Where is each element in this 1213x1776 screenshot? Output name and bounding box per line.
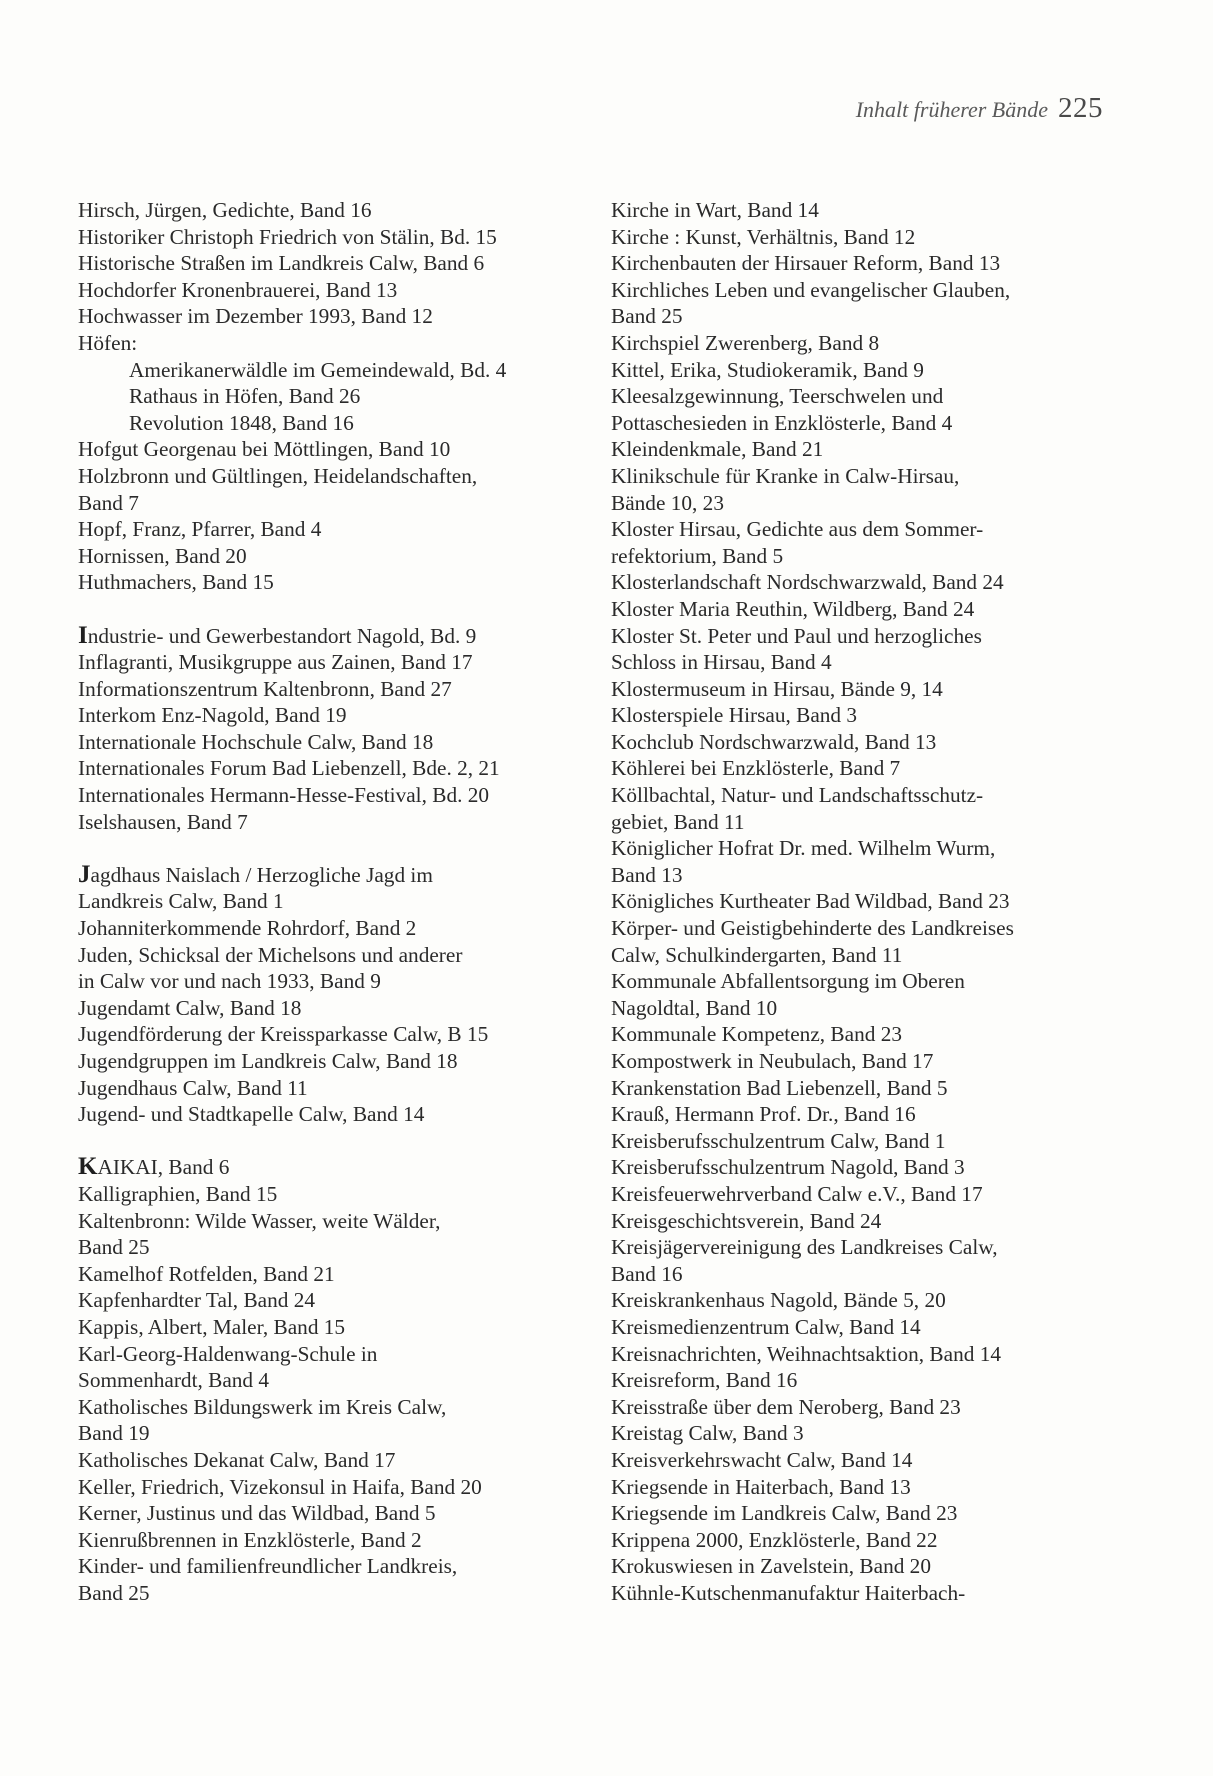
index-entry: Sommenhardt, Band 4 bbox=[78, 1368, 270, 1393]
index-entry: Internationales Forum Bad Liebenzell, Bde. 2, 21 bbox=[78, 756, 500, 781]
index-entry: Kreisnachrichten, Weihnachtsaktion, Band 14 bbox=[611, 1341, 1001, 1366]
index-entry: Historiker Christoph Friedrich von Stälin, Bd. 15 bbox=[78, 224, 497, 249]
index-entry: Kappis, Albert, Maler, Band 15 bbox=[78, 1314, 346, 1339]
index-entry: Jugendhaus Calw, Band 11 bbox=[78, 1075, 308, 1100]
index-entry: Krauß, Hermann Prof. Dr., Band 16 bbox=[611, 1102, 916, 1127]
group-spacer bbox=[78, 596, 558, 623]
page-number: 225 bbox=[1058, 92, 1103, 124]
index-entry: Königlicher Hofrat Dr. med. Wilhelm Wurm, bbox=[611, 836, 996, 861]
index-entry: Kriegsende im Landkreis Calw, Band 23 bbox=[611, 1501, 958, 1526]
index-entry: Band 25 bbox=[78, 1235, 150, 1260]
index-subentry: Rathaus in Höfen, Band 26 bbox=[129, 384, 361, 409]
group-initial: I bbox=[78, 621, 88, 649]
index-entry: Kommunale Kompetenz, Band 23 bbox=[611, 1022, 902, 1047]
index-group-h bbox=[78, 197, 558, 596]
index-entry: Köllbachtal, Natur- und Landschaftsschutz- bbox=[611, 783, 984, 808]
index-entry: Kapfenhardter Tal, Band 24 bbox=[78, 1288, 316, 1313]
index-entry: gebiet, Band 11 bbox=[611, 809, 745, 834]
index-entry: Kaltenbronn: Wilde Wasser, weite Wälder, bbox=[78, 1208, 441, 1233]
index-entry: Kirchliches Leben und evangelischer Glauben, bbox=[611, 277, 1011, 302]
group-spacer bbox=[78, 835, 558, 862]
index-entry: Band 7 bbox=[78, 490, 139, 515]
index-entry: Kloster Hirsau, Gedichte aus dem Sommer- bbox=[611, 517, 984, 542]
group-spacer bbox=[78, 1128, 558, 1155]
index-entry: Huthmachers, Band 15 bbox=[78, 570, 274, 595]
index-entry: Schloss in Hirsau, Band 4 bbox=[611, 650, 832, 675]
index-entry: Kloster St. Peter und Paul und herzogliches bbox=[611, 623, 982, 648]
index-entry: Kreismedienzentrum Calw, Band 14 bbox=[611, 1314, 921, 1339]
index-entry: Pottaschesieden in Enzklösterle, Band 4 bbox=[611, 410, 953, 435]
index-entry: Kinder- und familienfreundlicher Landkreis, bbox=[78, 1554, 458, 1579]
index-entry: Informationszentrum Kaltenbronn, Band 27 bbox=[78, 676, 452, 701]
index-entry: Krokuswiesen in Zavelstein, Band 20 bbox=[611, 1554, 931, 1579]
index-entry: Kirche : Kunst, Verhältnis, Band 12 bbox=[611, 224, 916, 249]
index-entry: Band 19 bbox=[78, 1421, 150, 1446]
index-entry-first bbox=[78, 862, 558, 889]
index-entry: Kommunale Abfallentsorgung im Oberen bbox=[611, 969, 965, 994]
index-entry: Hirsch, Jürgen, Gedichte, Band 16 bbox=[78, 198, 372, 222]
index-entry: Klinikschule für Kranke in Calw-Hirsau, bbox=[611, 463, 960, 488]
index-entry: Kreisstraße über dem Neroberg, Band 23 bbox=[611, 1394, 961, 1419]
index-entry: Hochdorfer Kronenbrauerei, Band 13 bbox=[78, 277, 398, 302]
group-initial: K bbox=[78, 1153, 98, 1181]
index-entry: Klosterspiele Hirsau, Band 3 bbox=[611, 703, 858, 728]
index-entry: Klosterlandschaft Nordschwarzwald, Band 24 bbox=[611, 570, 1004, 595]
index-group-j bbox=[78, 862, 558, 1128]
index-entry-first bbox=[78, 623, 558, 650]
index-entry: Band 25 bbox=[611, 304, 683, 329]
index-entry: Band 25 bbox=[78, 1580, 150, 1605]
index-entry: Kloster Maria Reuthin, Wildberg, Band 24 bbox=[611, 596, 975, 621]
index-entry: Kreisfeuerwehrverband Calw e.V., Band 17 bbox=[611, 1181, 983, 1206]
index-entry: Johanniterkommende Rohrdorf, Band 2 bbox=[78, 916, 417, 941]
index-entry: Köhlerei bei Enzklösterle, Band 7 bbox=[611, 756, 901, 781]
index-entry: Inflagranti, Musikgruppe aus Zainen, Band 17 bbox=[78, 650, 473, 675]
index-column-left bbox=[78, 197, 558, 1606]
running-header bbox=[856, 92, 1103, 125]
index-entry: Kreisverkehrswacht Calw, Band 14 bbox=[611, 1447, 913, 1472]
index-entry: Kirchspiel Zwerenberg, Band 8 bbox=[611, 330, 880, 355]
index-entry: Kirche in Wart, Band 14 bbox=[611, 198, 819, 222]
index-entry: Nagoldtal, Band 10 bbox=[611, 995, 778, 1020]
running-header-title: Inhalt früherer Bände bbox=[855, 97, 1048, 122]
index-column-right bbox=[611, 197, 1111, 1606]
group-initial: J bbox=[78, 860, 91, 888]
index-entry: Kleesalzgewinnung, Teerschwelen und bbox=[611, 384, 944, 409]
index-group-k bbox=[78, 1154, 558, 1606]
index-entry: Kamelhof Rotfelden, Band 21 bbox=[78, 1261, 335, 1286]
index-entry: Holzbronn und Gültlingen, Heidelandschaften, bbox=[78, 463, 478, 488]
entry-text: agdhaus Naislach / Herzogliche Jagd im bbox=[90, 862, 433, 887]
entry-text: ndustrie- und Gewerbestandort Nagold, Bd. 9 bbox=[87, 623, 477, 648]
index-entry: Hornissen, Band 20 bbox=[78, 543, 247, 568]
index-entry: Kalligraphien, Band 15 bbox=[78, 1181, 278, 1206]
index-entry: Keller, Friedrich, Vizekonsul in Haifa, Band 20 bbox=[78, 1474, 482, 1499]
index-entry: Jugendamt Calw, Band 18 bbox=[78, 995, 302, 1020]
index-entry: Jugendgruppen im Landkreis Calw, Band 18 bbox=[78, 1049, 458, 1073]
index-entry: Kerner, Justinus und das Wildbad, Band 5 bbox=[78, 1501, 436, 1526]
index-entry: Kühnle-Kutschenmanufaktur Haiterbach- bbox=[611, 1580, 966, 1605]
index-entry: Internationales Hermann-Hesse-Festival, Bd. 20 bbox=[78, 783, 490, 808]
index-entry: Hopf, Franz, Pfarrer, Band 4 bbox=[78, 517, 322, 542]
index-entry: Interkom Enz-Nagold, Band 19 bbox=[78, 703, 347, 728]
index-entry: Jugendförderung der Kreissparkasse Calw, B 15 bbox=[78, 1022, 489, 1047]
entry-text: AIKAI, Band 6 bbox=[97, 1155, 230, 1180]
index-entry: Band 13 bbox=[611, 862, 683, 887]
index-entry: Historische Straßen im Landkreis Calw, Band 6 bbox=[78, 251, 485, 276]
index-entry: Hochwasser im Dezember 1993, Band 12 bbox=[78, 304, 433, 329]
index-entry: Iselshausen, Band 7 bbox=[78, 809, 248, 834]
index-entry: Kreisgeschichtsverein, Band 24 bbox=[611, 1208, 882, 1233]
index-entry: Kreiskrankenhaus Nagold, Bände 5, 20 bbox=[611, 1288, 946, 1313]
index-entry: Katholisches Bildungswerk im Kreis Calw, bbox=[78, 1394, 447, 1419]
index-entry: Kleindenkmale, Band 21 bbox=[611, 437, 824, 462]
index-entry: Kreisjägervereinigung des Landkreises Calw, bbox=[611, 1235, 998, 1260]
index-entry: Hofgut Georgenau bei Möttlingen, Band 10 bbox=[78, 437, 451, 462]
index-entry: Juden, Schicksal der Michelsons und anderer bbox=[78, 942, 463, 967]
index-entry: refektorium, Band 5 bbox=[611, 543, 784, 568]
index-entry: Kreisreform, Band 16 bbox=[611, 1368, 798, 1393]
index-entry: Königliches Kurtheater Bad Wildbad, Band 23 bbox=[611, 889, 1010, 914]
index-entry: Krankenstation Bad Liebenzell, Band 5 bbox=[611, 1075, 948, 1100]
index-entry: Landkreis Calw, Band 1 bbox=[78, 889, 284, 914]
index-entry: Kompostwerk in Neubulach, Band 17 bbox=[611, 1049, 934, 1073]
index-entry: Band 16 bbox=[611, 1261, 683, 1286]
index-group-i bbox=[78, 623, 558, 836]
index-subentry: Revolution 1848, Band 16 bbox=[129, 410, 354, 435]
index-entry: Krippena 2000, Enzklösterle, Band 22 bbox=[611, 1527, 938, 1552]
index-entry: in Calw vor und nach 1933, Band 9 bbox=[78, 969, 381, 994]
index-entry: Kreistag Calw, Band 3 bbox=[611, 1421, 804, 1446]
index-entry: Kittel, Erika, Studiokeramik, Band 9 bbox=[611, 357, 924, 382]
index-entry: Kreisberufsschulzentrum Calw, Band 1 bbox=[611, 1128, 946, 1153]
index-entry: Kreisberufsschulzentrum Nagold, Band 3 bbox=[611, 1155, 965, 1180]
index-subentry: Amerikanerwäldle im Gemeindewald, Bd. 4 bbox=[129, 357, 507, 382]
index-entry: Katholisches Dekanat Calw, Band 17 bbox=[78, 1447, 396, 1472]
index-entry: Körper- und Geistigbehinderte des Landkreises bbox=[611, 916, 1014, 941]
index-entry: Kochclub Nordschwarzwald, Band 13 bbox=[611, 729, 937, 754]
index-entry: Klostermuseum in Hirsau, Bände 9, 14 bbox=[611, 676, 943, 701]
index-entry: Kriegsende in Haiterbach, Band 13 bbox=[611, 1474, 911, 1499]
index-entry: Kirchenbauten der Hirsauer Reform, Band 13 bbox=[611, 251, 1001, 276]
index-entry: Internationale Hochschule Calw, Band 18 bbox=[78, 729, 434, 754]
index-entry: Calw, Schulkindergarten, Band 11 bbox=[611, 942, 903, 967]
index-entry: Karl-Georg-Haldenwang-Schule in bbox=[78, 1341, 378, 1366]
index-entry: Höfen: bbox=[78, 330, 138, 355]
index-entry: Kienrußbrennen in Enzklösterle, Band 2 bbox=[78, 1527, 422, 1552]
index-entry: Bände 10, 23 bbox=[611, 490, 724, 515]
index-entry: Jugend- und Stadtkapelle Calw, Band 14 bbox=[78, 1102, 425, 1127]
index-entry-first bbox=[78, 1154, 558, 1181]
